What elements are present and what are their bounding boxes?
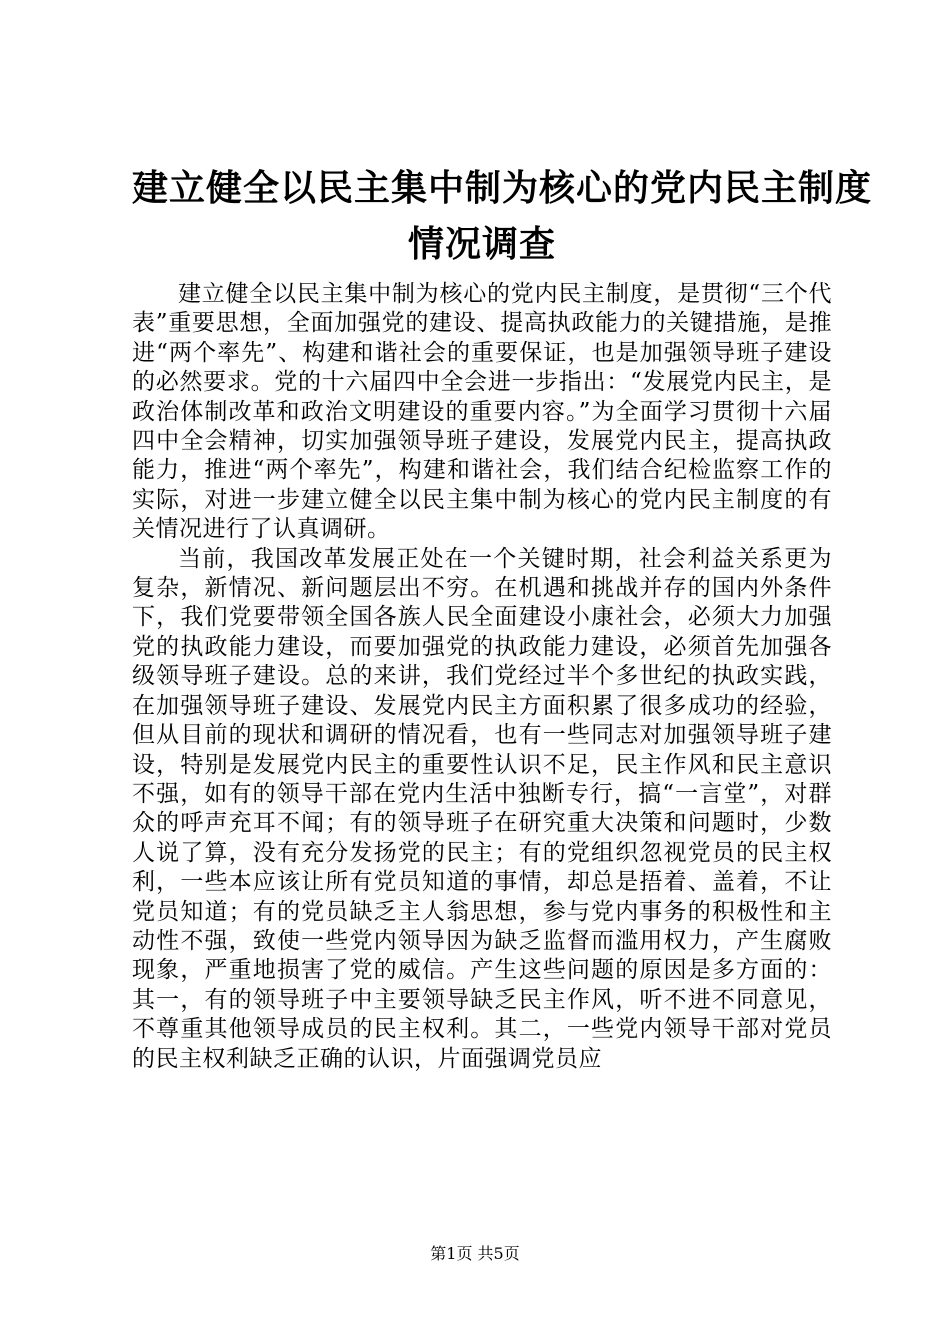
paragraph-1: 建立健全以民主集中制为核心的党内民主制度，是贯彻“三个代表”重要思想，全面加强党的建设、提高执政能力的关键措施，是推进“两个率先”、构建和谐社会的重要保证，也是加强领导班子建设的必然要求。党的十六届四中全会进一步指出：“发展党内民主，是政治体制改革和政治文明建设的重要内容。”为全面学习贯彻十六届四中全会精神，切实加强领导班子建设，发展党内民主，提高执政能力，推进“两个率先”，构建和谐社会，我们结合纪检监察工作的实际，对进一步建立健全以民主集中制为核心的党内民主制度的有关情况进行了认真调研。 (132, 281, 832, 543)
page-footer: 第1页 共5页 (430, 1244, 520, 1263)
paragraph-2: 当前，我国改革发展正处在一个关键时期，社会利益关系更为复杂，新情况、新问题层出不穷。在机遇和挑战并存的国内外条件下，我们党要带领全国各族人民全面建设小康社会，必须大力加强党的执政能力建设，而要加强党的执政能力建设，必须首先加强各级领导班子建设。总的来讲，我们党经过半个多世纪的执政实践，在加强领导班子建设、发展党内民主方面积累了很多成功的经验，但从目前的现状和调研的情况看，也有一些同志对加强领导班子建设，特别是发展党内民主的重要性认识不足，民主作风和民主意识不强，如有的领导干部在党内生活中独断专行，搞“一言堂”，对群众的呼声充耳不闻；有的领导班子在研究重大决策和问题时，少数人说了算，没有充分发扬党的民主；有的党组织忽视党员的民主权利，一些本应该让所有党员知道的事情，却总是捂着、盖着，不让党员知道；有的党员缺乏主人翁思想，参与党内事务的积极性和主动性不强，致使一些党内领导因为缺乏监督而滥用权力，产生腐败现象，严重地损害了党的威信。产生这些问题的原因是多方面的：其一，有的领导班子中主要领导缺乏民主作风，听不进不同意见，不尊重其他领导成员的民主权利。其二，一些党内领导干部对党员的民主权利缺乏正确的认识，片面强调党员应 (132, 545, 832, 1072)
title-line-1: 建立健全以民主集中制为核心的党内民主制度 (132, 167, 873, 209)
document-title (132, 160, 873, 272)
document-page (132, 160, 873, 1074)
title-line-2: 情况调查 (407, 223, 556, 265)
document-body (132, 280, 832, 1074)
